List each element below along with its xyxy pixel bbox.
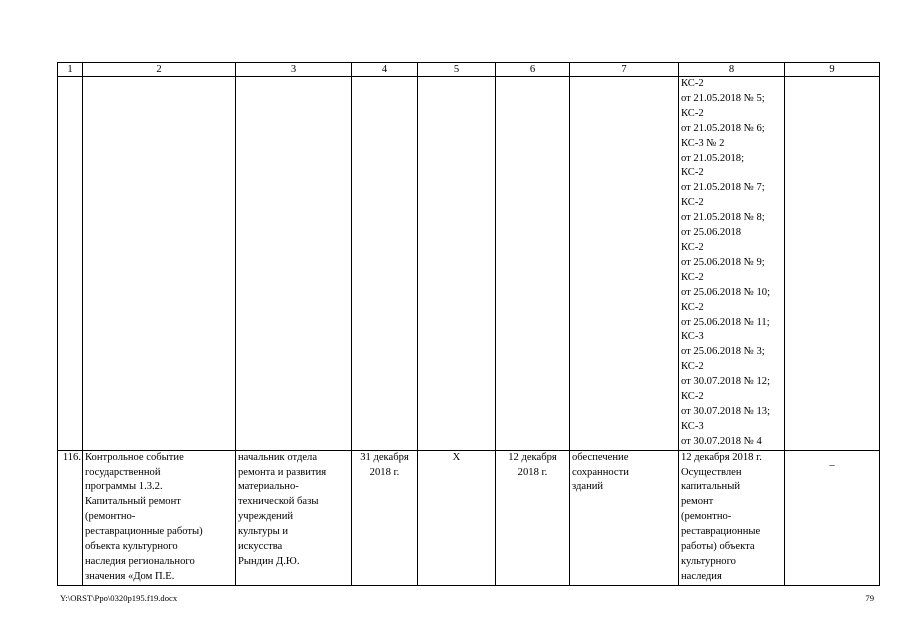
text-line: наследия регионального bbox=[85, 556, 195, 567]
text-line: ремонта и развития bbox=[238, 466, 327, 478]
text-line: наследия bbox=[681, 570, 722, 582]
col-9-value: _ bbox=[785, 450, 880, 585]
text-line: реставрационные работы) bbox=[85, 526, 203, 538]
text-line: значения «Дом П.Е. bbox=[85, 570, 175, 582]
text-line: от 30.07.2018 № 13; bbox=[681, 405, 771, 417]
cont-cell-4 bbox=[352, 77, 418, 451]
result-description bbox=[570, 450, 679, 585]
planned-date bbox=[352, 450, 418, 585]
text-line: от 25.06.2018 № 3; bbox=[681, 346, 765, 358]
cont-cell-9 bbox=[785, 77, 880, 451]
row-number: 116. bbox=[58, 450, 83, 585]
text-line: искусства bbox=[238, 541, 283, 553]
text-line: 2018 г. bbox=[369, 466, 400, 478]
text-line: начальник отдела bbox=[238, 451, 318, 463]
text-line: от 21.05.2018 № 7; bbox=[681, 182, 765, 194]
text-line: КС-2 bbox=[681, 301, 704, 313]
text-line: 2018 г. bbox=[517, 466, 548, 478]
text-line: от 21.05.2018 № 6; bbox=[681, 122, 765, 134]
text-line: культуры и bbox=[238, 526, 289, 538]
header-col-8: 8 bbox=[679, 63, 785, 77]
cont-cell-7 bbox=[570, 77, 679, 451]
text-line: Осуществлен bbox=[681, 466, 742, 478]
text-line: КС-3 bbox=[681, 420, 704, 432]
text-line: КС-2 bbox=[681, 391, 704, 403]
header-col-3: 3 bbox=[236, 63, 352, 77]
text-line: КС-2 bbox=[681, 241, 704, 253]
text-line: технической базы bbox=[238, 496, 319, 508]
text-line: КС-2 bbox=[681, 167, 704, 179]
text-line: КС-2 bbox=[681, 197, 704, 209]
text-line: государственной bbox=[85, 466, 161, 478]
footer-page-number: 79 bbox=[865, 593, 874, 603]
text-line: объекта культурного bbox=[85, 541, 178, 553]
completion-info bbox=[679, 450, 785, 585]
header-col-6: 6 bbox=[496, 63, 570, 77]
text-line: КС-2 bbox=[681, 361, 704, 373]
text-line: работы) объекта bbox=[681, 541, 755, 553]
text-line: от 25.06.2018 № 9; bbox=[681, 256, 765, 268]
text-line: от 25.06.2018 № 10; bbox=[681, 286, 771, 298]
header-col-1: 1 bbox=[58, 63, 83, 77]
column-number-header-row bbox=[58, 63, 880, 77]
header-col-9: 9 bbox=[785, 63, 880, 77]
text-line: Рындин Д.Ю. bbox=[238, 556, 300, 567]
cont-cell-1 bbox=[58, 77, 83, 451]
cont-cell-8-documents bbox=[679, 77, 785, 451]
cont-cell-3 bbox=[236, 77, 352, 451]
text-line: КС-2 bbox=[681, 107, 704, 119]
text-line: программы 1.3.2. bbox=[85, 481, 163, 493]
text-line: Контрольное событие bbox=[85, 451, 184, 463]
text-line: учреждений bbox=[238, 511, 294, 523]
text-line: от 25.06.2018 bbox=[681, 227, 742, 239]
text-line: КС-2 bbox=[681, 78, 704, 89]
text-line: (ремонтно- bbox=[85, 511, 136, 523]
text-line: зданий bbox=[572, 481, 604, 493]
table-row-116 bbox=[58, 450, 880, 585]
text-line: Капитальный ремонт bbox=[85, 496, 181, 508]
text-line: 31 декабря bbox=[360, 451, 409, 463]
event-description bbox=[83, 450, 236, 585]
header-col-7: 7 bbox=[570, 63, 679, 77]
continuation-row bbox=[58, 77, 880, 451]
text-line: от 30.07.2018 № 12; bbox=[681, 376, 771, 388]
text-line: 12 декабря bbox=[508, 451, 557, 463]
text-line: (ремонтно- bbox=[681, 511, 732, 523]
cont-cell-6 bbox=[496, 77, 570, 451]
text-line: от 21.05.2018 № 5; bbox=[681, 92, 765, 104]
text-line: ремонт bbox=[681, 496, 714, 508]
text-line: КС-3 bbox=[681, 331, 704, 343]
header-col-5: 5 bbox=[418, 63, 496, 77]
actual-date bbox=[496, 450, 570, 585]
cont-cell-2 bbox=[83, 77, 236, 451]
report-table bbox=[57, 62, 880, 586]
header-col-2: 2 bbox=[83, 63, 236, 77]
col-5-value: X bbox=[418, 450, 496, 585]
text-line: КС-3 № 2 bbox=[681, 137, 725, 149]
text-line: реставрационные bbox=[681, 526, 761, 538]
text-line: от 30.07.2018 № 4 bbox=[681, 435, 762, 447]
text-line: 12 декабря 2018 г. bbox=[681, 451, 762, 463]
responsible-person bbox=[236, 450, 352, 585]
text-line: обеспечение bbox=[572, 451, 629, 463]
text-line: капитальный bbox=[681, 481, 741, 493]
text-line: культурного bbox=[681, 556, 736, 567]
text-line: от 25.06.2018 № 11; bbox=[681, 316, 770, 328]
footer-file-path: Y:\ORST\Ppo\0320p195.f19.docx bbox=[60, 593, 178, 603]
text-line: материально- bbox=[238, 481, 299, 493]
text-line: от 21.05.2018 № 8; bbox=[681, 212, 765, 224]
text-line: сохранности bbox=[572, 466, 629, 478]
cont-cell-5 bbox=[418, 77, 496, 451]
text-line: от 21.05.2018; bbox=[681, 152, 745, 164]
header-col-4: 4 bbox=[352, 63, 418, 77]
text-line: КС-2 bbox=[681, 271, 704, 283]
